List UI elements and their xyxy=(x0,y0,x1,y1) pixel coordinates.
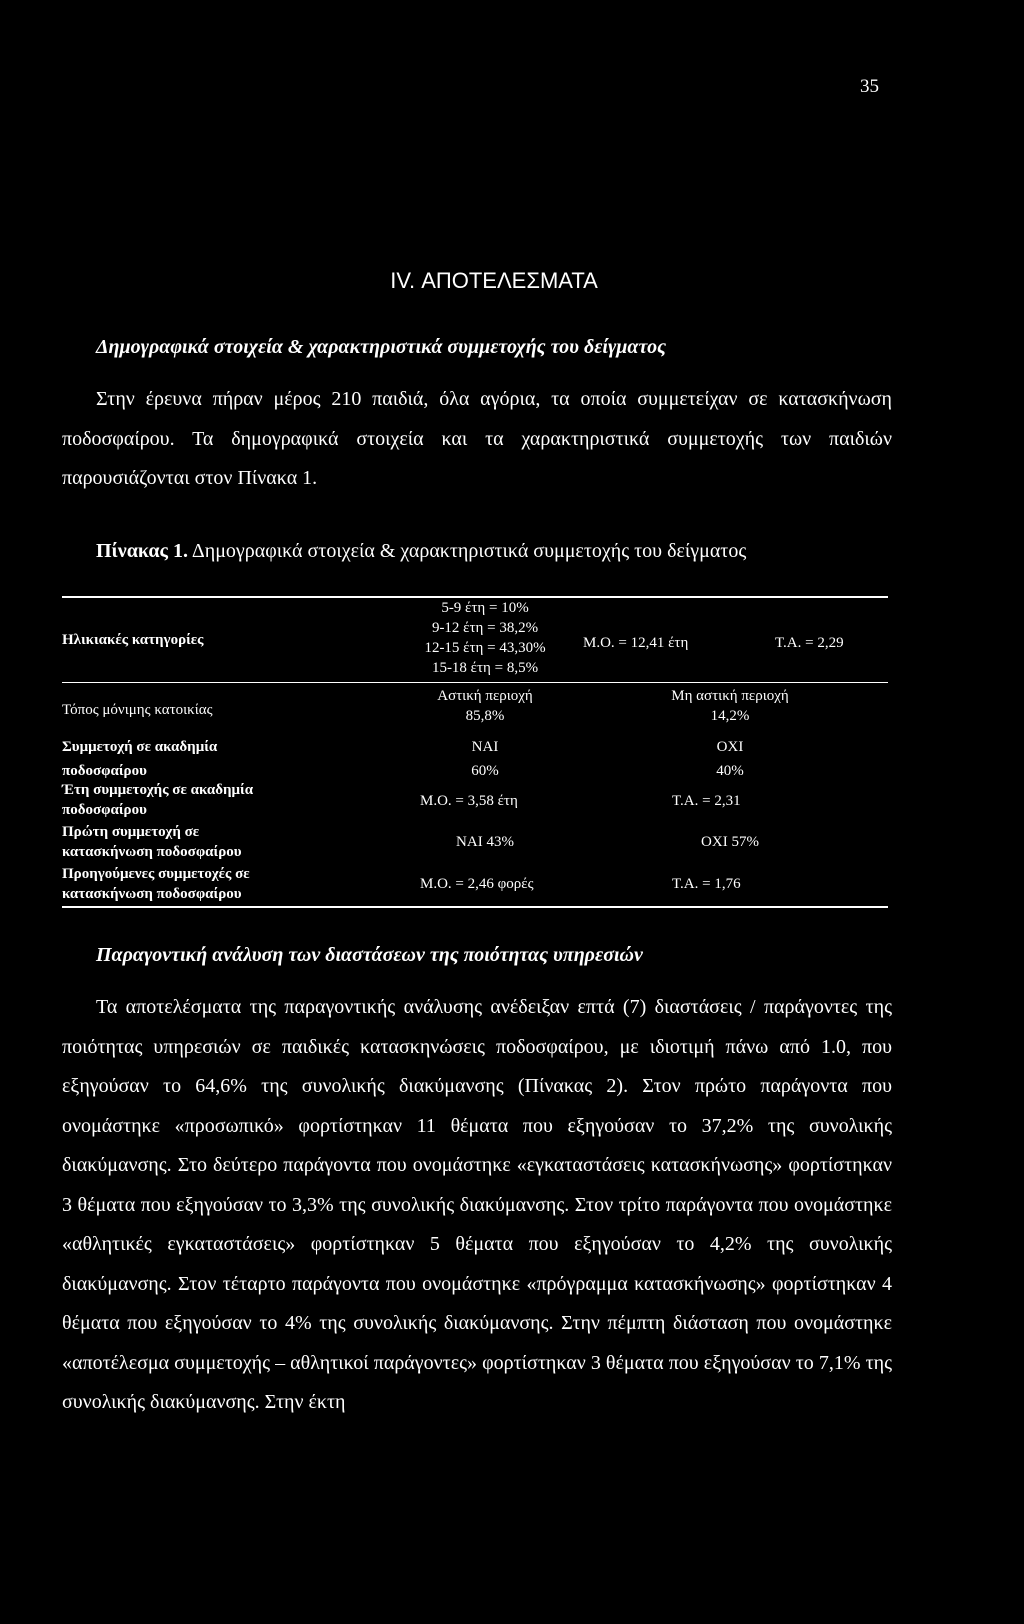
academy-yes xyxy=(390,735,580,783)
age-group-2: 9-12 έτη = 38,2% xyxy=(431,620,539,636)
first-camp-yes: ΝΑΙ 43% xyxy=(456,834,514,850)
academy-label-line2: ποδοσφαίρου xyxy=(62,763,147,779)
analysis-paragraph xyxy=(62,988,892,1423)
residence-label: Τόπος μόνιμης κατοικίας xyxy=(62,702,213,718)
academy-yes-value: 60% xyxy=(471,763,499,779)
analysis-text: Τα αποτελέσματα της παραγοντικής ανάλυσης ανέδειξαν επτά (7) διαστάσεις / παράγοντες της ποιότητας υπηρεσιών σε παιδικές κατασκηνώσεις ποδοσφαίρου, με ιδιοτιμή πάνω από 1.0, που εξηγούσαν το 64,6% της συνολικής διακύμανσης (Πίνακας 2). Στον πρώτο παράγοντα που ονομάστηκε «προσωπικό» φορτίστηκαν 11 θέματα που εξηγούσαν το 37,2% της συνολικής διακύμανσης. Στο δεύτερο παράγοντα που ονομάστηκε «εγκαταστάσεις κατασκήνωσης» φορτίστηκαν 3 θέματα που εξηγούσαν το 3,3% της συνολικής διακύμανσης. Στον τρίτο παράγοντα που ονομάστηκε «αθλητικές εγκαταστάσεις» φορτίστηκαν 5 θέματα που εξηγούσαν το 4,2% της συνολικής διακύμανσης. Στον τέταρτο παράγοντα που ονομάστηκε «πρόγραμμα κατασκήνωσης» φορτίστηκαν 4 θέματα που εξηγούσαν το 4% της συνολικής διακύμανσης. Στην πέμπτη διάσταση που ονομάστηκε «αποτέλεσμα συμμετοχής – αθλητικοί παράγοντες» φορτίστηκαν 3 θέματα που εξηγούσαν το 7,1% της συνολικής διακύμανσης. Στην έκτη xyxy=(62,996,892,1413)
nonurban-value: 14,2% xyxy=(710,708,750,724)
first-camp-no: ΟΧΙ 57% xyxy=(701,834,759,850)
age-label: Ηλικιακές κατηγορίες xyxy=(62,632,204,648)
intro-text: Στην έρευνα πήραν μέρος 210 παιδιά, όλα αγόρια, τα οποία συμμετείχαν σε κατασκήνωση ποδοσφαίρου. Τα δημογραφικά στοιχεία και τα χαρακτηριστικά συμμετοχής των παιδιών παρουσιάζονται στον Πίνακα 1. xyxy=(62,388,892,489)
previous-camps-label-line2: κατασκήνωση ποδοσφαίρου xyxy=(62,886,242,902)
urban-value: 85,8% xyxy=(465,708,505,724)
table-mid-rule xyxy=(62,682,888,683)
academy-label xyxy=(62,735,302,783)
academy-no-value: 40% xyxy=(716,763,744,779)
demographics-subheading: Δημογραφικά στοιχεία & χαρακτηριστικά συμμετοχής του δείγματος xyxy=(96,336,666,358)
table-caption-label: Πίνακας 1. xyxy=(96,540,188,562)
academy-label-line1: Συμμετοχή σε ακαδημία xyxy=(62,739,218,755)
residence-nonurban xyxy=(630,686,830,726)
previous-camps-sd: Τ.Α. = 1,76 xyxy=(672,876,741,892)
urban-label: Αστική περιοχή xyxy=(437,688,533,704)
table-bottom-rule xyxy=(62,906,888,908)
academy-years-mean: Μ.Ο. = 3,58 έτη xyxy=(420,793,518,809)
nonurban-label: Μη αστική περιοχή xyxy=(671,688,789,704)
first-camp-label xyxy=(62,822,302,862)
academy-years-label xyxy=(62,780,302,820)
previous-camps-mean: Μ.Ο. = 2,46 φορές xyxy=(420,876,534,892)
first-camp-label-line1: Πρώτη συμμετοχή σε xyxy=(62,824,200,840)
age-group-1: 5-9 έτη = 10% xyxy=(441,600,529,616)
section-title: IV. ΑΠΟΤΕΛΕΣΜΑΤΑ xyxy=(390,268,598,293)
academy-years-sd: Τ.Α. = 2,31 xyxy=(672,793,741,809)
page-number: 35 xyxy=(860,76,879,97)
academy-yes-label: ΝΑΙ xyxy=(471,739,499,755)
academy-no xyxy=(630,735,830,783)
age-sd: Τ.Α. = 2,29 xyxy=(775,635,844,651)
age-groups xyxy=(400,598,570,678)
age-group-4: 15-18 έτη = 8,5% xyxy=(431,660,539,676)
first-camp-label-line2: κατασκήνωση ποδοσφαίρου xyxy=(62,844,242,860)
table-caption-text: Δημογραφικά στοιχεία & χαρακτηριστικά συμμετοχής του δείγματος xyxy=(187,540,747,562)
residence-urban xyxy=(390,686,580,726)
academy-no-label: ΟΧΙ xyxy=(716,739,744,755)
previous-camps-label-line1: Προηγούμενες συμμετοχές σε xyxy=(62,866,250,882)
academy-years-label-line2: ποδοσφαίρου xyxy=(62,802,147,818)
analysis-heading: Παραγοντική ανάλυση των διαστάσεων της ποιότητας υπηρεσιών xyxy=(96,944,643,966)
table-caption xyxy=(96,540,746,563)
age-mean: Μ.Ο. = 12,41 έτη xyxy=(583,635,689,651)
intro-paragraph xyxy=(62,380,892,499)
age-group-3: 12-15 έτη = 43,30% xyxy=(424,640,546,656)
previous-camps-label xyxy=(62,864,302,904)
academy-years-label-line1: Έτη συμμετοχής σε ακαδημία xyxy=(62,782,254,798)
